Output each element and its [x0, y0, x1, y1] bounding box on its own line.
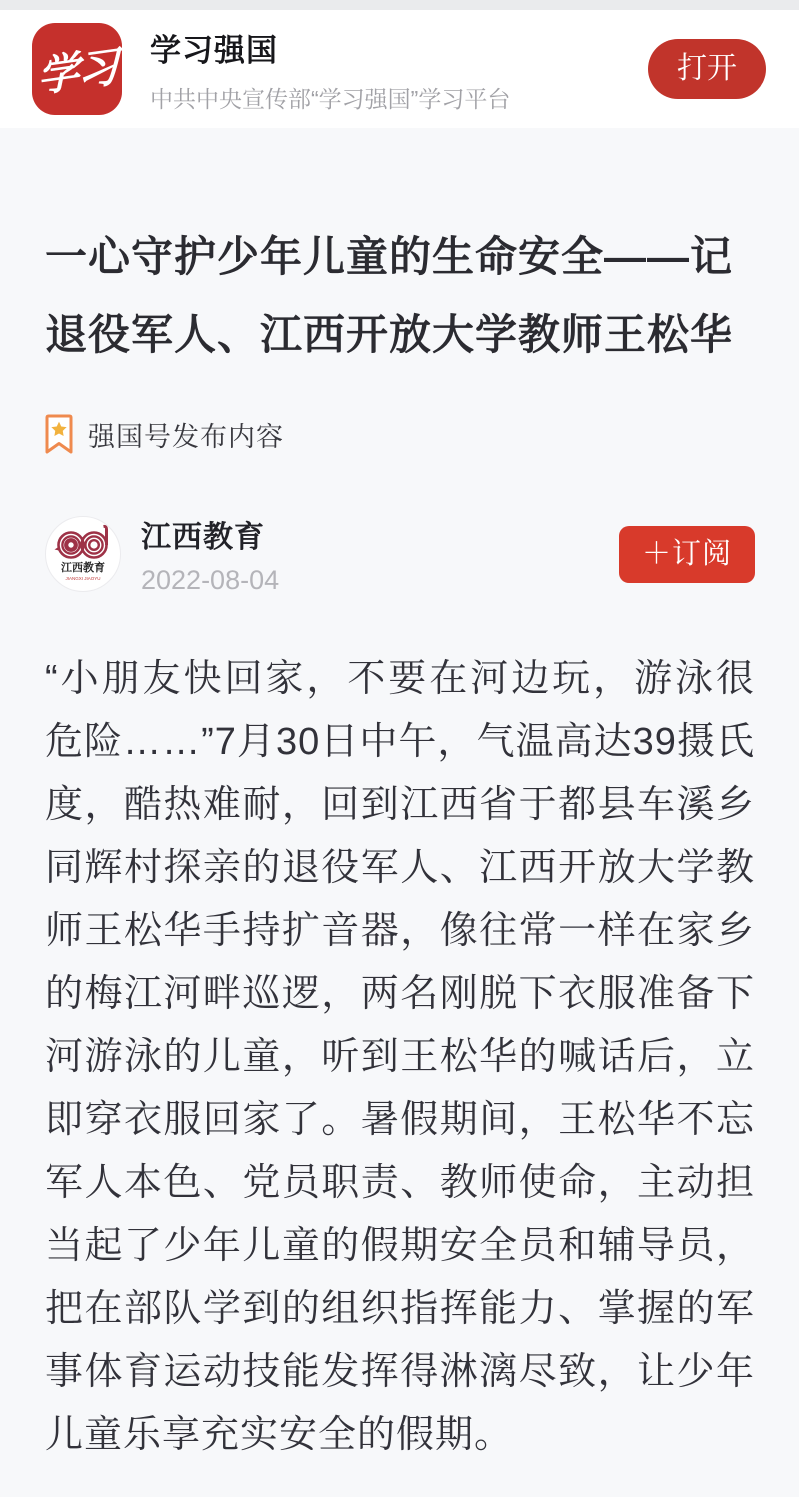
- status-strip: [0, 0, 799, 10]
- app-subtitle: 中共中央宣传部“学习强国”学习平台: [150, 85, 511, 112]
- svg-text:JIANGXI JIAOYU: JIANGXI JIAOYU: [65, 576, 101, 581]
- app-name: 学习强国: [150, 32, 278, 68]
- banner-text-block: [150, 25, 510, 114]
- open-app-button[interactable]: 打开: [648, 39, 766, 99]
- app-download-banner: [0, 10, 799, 128]
- bookmark-star-icon: [45, 414, 73, 455]
- article-page: [0, 128, 799, 1497]
- publisher-avatar[interactable]: [45, 516, 121, 592]
- app-logo-calligraphy: 学习: [36, 41, 118, 102]
- article-title: 一心守护少年儿童的生命安全——记退役军人、江西开放大学教师王松华: [45, 233, 734, 358]
- subscribe-button[interactable]: ＋订阅: [619, 526, 755, 583]
- publisher-name[interactable]: 江西教育: [141, 521, 265, 554]
- article-body-text: “小朋友快回家，不要在河边玩，游泳很危险……”7月30日中午，气温高达39摄氏度，酷热难耐，回到江西省于都县车溪乡同辉村探亲的退役军人、江西开放大学教师王松华手持扩音器，像往常一样在家乡的梅江河畔巡逻，两名刚脱下衣服准备下河游泳的儿童，听到王松华的喊话后，立即穿衣服回家了。暑假期间，王松华不忘军人本色、党员职责、教师使命，主动担当起了少年儿童的假期安全员和辅导员，把在部队学到的组织指挥能力、掌握的军事体育运动技能发挥得淋漓尽致，让少年儿童乐享充实安全的假期。: [45, 658, 755, 1456]
- jiangxi-jiaoyu-logo-icon: [48, 519, 118, 589]
- publisher-info: [141, 512, 279, 596]
- publisher-row: [45, 512, 755, 596]
- publish-date: 2022-08-04: [141, 565, 280, 595]
- qiangguohao-badge: [45, 414, 755, 455]
- badge-label: 强国号发布内容: [88, 422, 284, 452]
- svg-text:江西教育: 江西教育: [61, 561, 105, 574]
- xuexi-app-logo-icon: [32, 23, 122, 115]
